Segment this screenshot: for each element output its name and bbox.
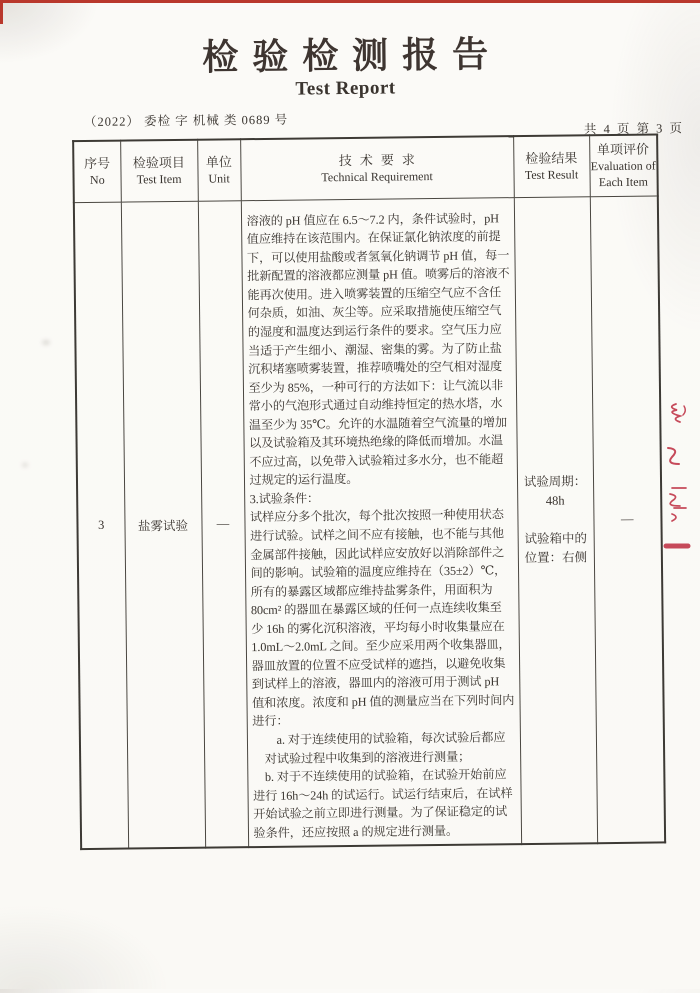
text-line: 溶液的 pH 值应在 6.5～7.2 内，条件试验时，pH [246, 210, 499, 228]
header-test-item-cn: 检验项目 [132, 154, 185, 171]
text-line: 能再次使用。进入喷雾装置的压缩空气应不含任 [247, 285, 502, 303]
header-unit-cn: 单位 [205, 154, 232, 170]
header-evaluation [589, 134, 658, 196]
text-line: 器皿放置的位置不应受试样的遮挡，以避免收集 [251, 656, 506, 673]
text-line: 进行： [252, 714, 289, 729]
red-handwriting-marks [648, 396, 700, 581]
text-line: 批新配置的溶液都应测量 pH 值。喷雾后的溶液不 [247, 266, 510, 284]
text-line: 何杂质，如油、灰尘等。应采取措施使压缩空气 [247, 303, 502, 321]
text-line: 所有的暴露区域都应维持盐雾条件，用面积为 [250, 582, 493, 599]
page-title: 检验检测报告 [201, 34, 503, 78]
cell-test-result [514, 197, 597, 844]
header-no-en: No [89, 172, 105, 187]
text-line: 间的影响。试验箱的温度应维持在（35±2）℃， [250, 563, 507, 581]
text-line: 1.0mL～2.0mL 之间。至少应采用两个收集器皿， [251, 637, 511, 655]
header-technical-requirement [240, 136, 514, 201]
cell-unit: — [198, 201, 248, 848]
text-line: a. 对于连续使用的试验箱，每次试验后都应 [252, 730, 506, 748]
cell-evaluation: — [590, 196, 665, 843]
text-line: 3.试验条件： [249, 491, 320, 507]
scan-edge-red-strip-top [0, 0, 700, 3]
document-number: （2022） 委检 字 机械 类 0689 号 [83, 112, 289, 129]
text-line: 过规定的运行温度。 [249, 472, 359, 488]
header-test-result-cn: 检验结果 [525, 150, 578, 166]
text-line: 48h [545, 493, 565, 508]
text-line: 常小的气泡形式通过自动维持恒定的热水塔，水 [248, 396, 503, 414]
header-no [73, 141, 121, 203]
header-unit-en: Unit [208, 171, 230, 186]
header-no-cn: 序号 [84, 155, 111, 171]
text-line: 沉积堵塞喷雾装置，推荐喷嘴处的空气相对湿度 [248, 359, 503, 377]
test-report-table [72, 133, 666, 850]
text-line: 80cm² 的器皿在暴露区域的任何一点连续收集至 [250, 600, 502, 618]
header-technical-requirement-cn: 技术要求 [338, 152, 423, 169]
text-line: 试验箱中的 [524, 531, 588, 547]
page-title-english: Test Report [295, 77, 396, 100]
page-count-indicator: 共 4 页 第 3 页 [583, 121, 685, 137]
text-line: 不应过高，以免带入试验箱过多水分，也不能超 [249, 452, 504, 469]
text-line: 金属部件接触，因此试样应安放好以消除部件之 [250, 544, 505, 562]
header-test-result-en: Test Result [524, 167, 579, 182]
text-line: 到试样上的溶液，器皿内的溶液可用于测试 pH [251, 674, 500, 692]
table-data-row [74, 196, 665, 849]
text-line: 温至少为 35℃。允许的水温随着空气流量的增加 [248, 414, 508, 432]
text-line: 试样应分多个批次，每个批次按照一种使用状态 [249, 507, 504, 525]
header-technical-requirement-en: Technical Requirement [321, 169, 433, 185]
text-line: b. 对于不连续使用的试验箱，在试验开始前应 [252, 767, 507, 785]
text-line: 值应维持在该范围内。在保证氯化钠浓度的前提 [246, 229, 501, 247]
text-line: 位置：右侧 [524, 550, 588, 566]
text-line: 试验周期： [523, 474, 587, 490]
header-test-item [120, 140, 198, 202]
header-test-result [513, 135, 590, 197]
text-line: 至少为 85%，一种可行的方法如下：让气流以非 [248, 377, 504, 395]
table-header-row [73, 134, 658, 202]
text-line: 进行试验。试样之间不应有接触，也不能与其他 [250, 526, 505, 544]
cell-test-item: 盐雾试验 [121, 201, 205, 848]
text-line: 值和浓度。浓度和 pH 值的测量应当在下列时间内 [251, 693, 515, 711]
cell-technical-requirement [241, 198, 521, 848]
text-line: 对试验过程中收集到的溶液进行测量； [252, 749, 471, 766]
test-result-text [514, 197, 596, 843]
text-line: 的湿度和温度达到运行条件的要求。空气压力应 [247, 322, 502, 340]
header-test-item-en: Test Item [136, 171, 182, 187]
text-line: 当适于产生细小、潮湿、密集的雾。为了防止盐 [247, 340, 502, 358]
header-evaluation-cn: 单项评价 [596, 141, 650, 158]
text-line: 开始试验之前立即进行测量。为了保证稳定的试 [253, 804, 508, 822]
header-evaluation-en: Evaluation of Each Item [590, 158, 656, 190]
technical-requirement-text [241, 202, 520, 843]
text-line [518, 510, 593, 530]
text-line: 以及试验箱及其环境热绝缘的降低而增加。水温 [248, 433, 503, 451]
text-line: 少 16h 的雾化沉积溶液，平均每小时收集量应在 [251, 618, 505, 636]
scan-edge-red-strip-left [0, 0, 3, 24]
cell-no: 3 [74, 202, 128, 849]
text-line: 验条件，还应按照 a 的规定进行测量。 [253, 823, 459, 840]
text-line: 进行 16h～24h 的试运行。试运行结束后，在试样 [252, 785, 513, 803]
header-unit [197, 139, 241, 201]
text-line: 下，可以使用盐酸或者氢氧化钠调节 pH 值，每一 [246, 247, 510, 265]
